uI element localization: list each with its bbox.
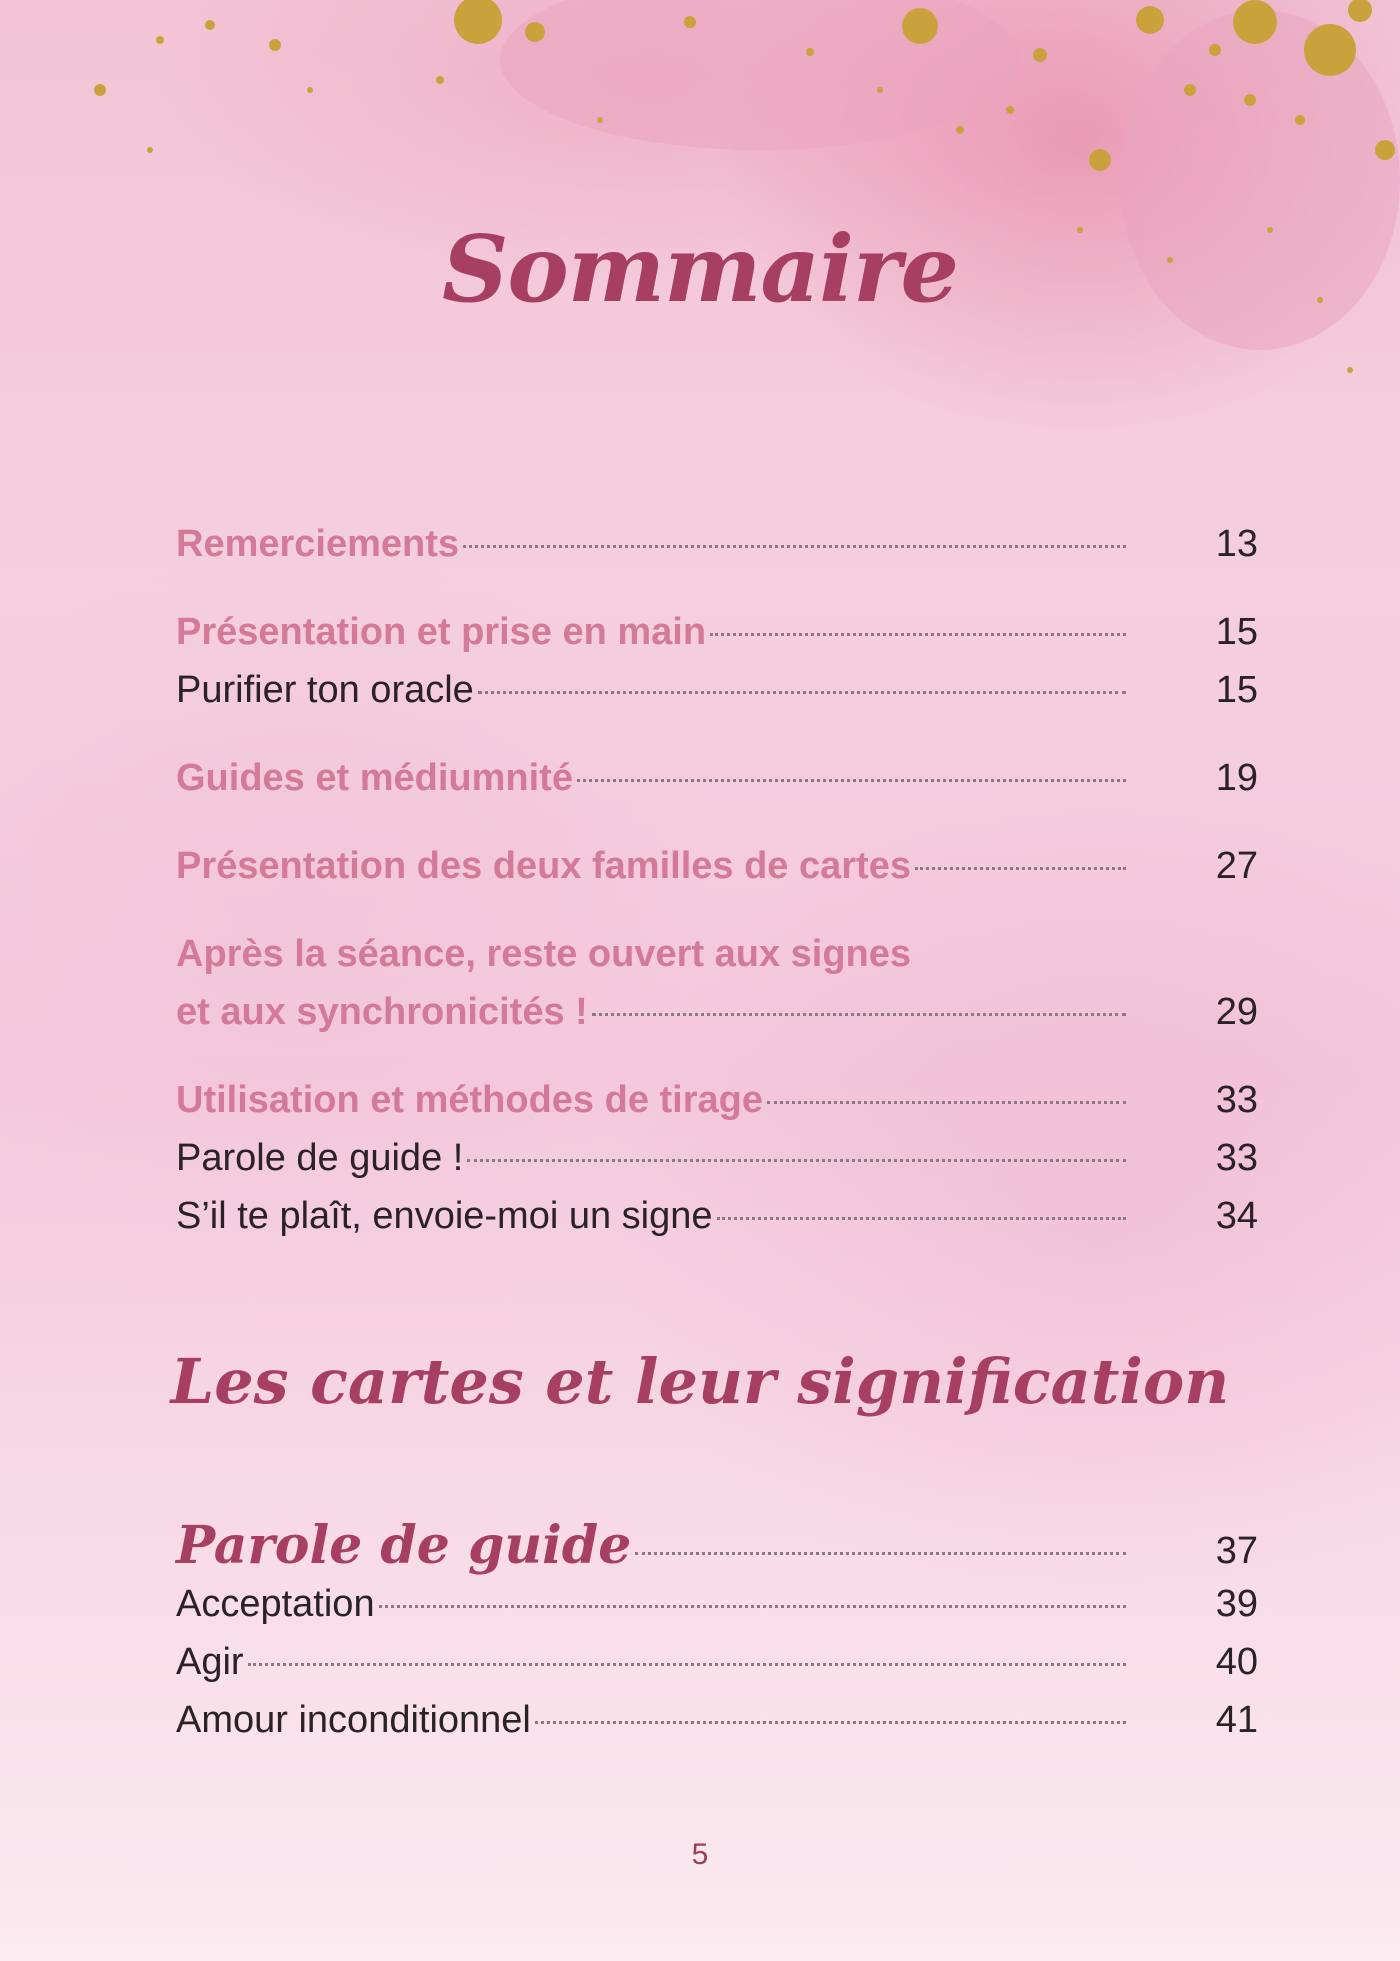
- toc-entry-first-line[interactable]: [176, 925, 1258, 983]
- toc-entry[interactable]: [176, 603, 1258, 661]
- toc-entry[interactable]: [176, 1187, 1258, 1245]
- dot-leader: [535, 1721, 1126, 1724]
- toc-entry-page: 37: [1215, 1530, 1258, 1572]
- dot-leader: [592, 1013, 1126, 1016]
- toc-entry-label: Amour inconditionnel: [176, 1699, 531, 1741]
- dot-leader: [717, 1217, 1126, 1220]
- toc-entry[interactable]: [176, 1129, 1258, 1187]
- toc-entry-label: Agir: [176, 1641, 244, 1683]
- toc-entry[interactable]: [176, 1633, 1258, 1691]
- toc-entry-label: Parole de guide: [176, 1515, 632, 1576]
- gold-splash-decoration: [0, 0, 1400, 420]
- toc-entry-label: Acceptation: [176, 1583, 375, 1625]
- toc-entry-page: 39: [1215, 1583, 1258, 1625]
- section-title: Les cartes et leur signification: [170, 1345, 1230, 1418]
- toc-entry-page: 40: [1215, 1641, 1258, 1683]
- toc-entry-label: Parole de guide !: [176, 1137, 464, 1179]
- toc-entry[interactable]: [176, 1691, 1258, 1749]
- page-number: 5: [691, 1838, 709, 1871]
- toc-entry[interactable]: [176, 749, 1258, 807]
- table-of-contents: [176, 515, 1258, 1245]
- toc-entry-label: S’il te plaît, envoie-moi un signe: [176, 1195, 713, 1237]
- toc-entry-label: Après la séance, reste ouvert aux signes: [176, 933, 912, 975]
- dot-leader: [467, 1159, 1126, 1162]
- toc-entry[interactable]: [176, 837, 1258, 895]
- toc-entry-page: 19: [1215, 757, 1258, 799]
- page-title: Sommaire: [441, 215, 959, 323]
- toc-entry-label: et aux synchronicités !: [176, 991, 588, 1033]
- dot-leader: [463, 545, 1126, 548]
- toc-entry[interactable]: [176, 1071, 1258, 1129]
- dot-leader: [577, 779, 1126, 782]
- toc-entry-page: 41: [1215, 1699, 1258, 1741]
- toc-entry-page: 29: [1215, 991, 1258, 1033]
- toc-entry-label: Remerciements: [176, 523, 460, 565]
- dot-leader: [710, 633, 1126, 636]
- toc-entry-label: Guides et médiumnité: [176, 757, 573, 799]
- toc-entry[interactable]: [176, 515, 1258, 573]
- toc-entry-label: Purifier ton oracle: [176, 669, 474, 711]
- toc-entry[interactable]: [176, 661, 1258, 719]
- toc-entry-page: 27: [1215, 845, 1258, 887]
- toc-entry-page: 33: [1215, 1137, 1258, 1179]
- toc-entry-label: Utilisation et méthodes de tirage: [176, 1079, 763, 1121]
- toc-entry[interactable]: [176, 1575, 1258, 1633]
- toc-entry-label: Présentation et prise en main: [176, 611, 707, 653]
- dot-leader: [915, 867, 1126, 870]
- toc-entry-page: 15: [1215, 611, 1258, 653]
- dot-leader: [248, 1663, 1126, 1666]
- dot-leader: [379, 1605, 1126, 1608]
- dot-leader: [767, 1101, 1126, 1104]
- dot-leader: [478, 691, 1126, 694]
- toc-entry[interactable]: [176, 1517, 1258, 1575]
- toc-entry-page: 33: [1215, 1079, 1258, 1121]
- toc-entry[interactable]: [176, 983, 1258, 1041]
- cards-table-of-contents: [176, 1517, 1258, 1749]
- toc-entry-page: 15: [1215, 669, 1258, 711]
- toc-entry-page: 34: [1215, 1195, 1258, 1237]
- dot-leader: [635, 1552, 1126, 1555]
- toc-entry-label: Présentation des deux familles de cartes: [176, 845, 911, 887]
- toc-entry-page: 13: [1215, 523, 1258, 565]
